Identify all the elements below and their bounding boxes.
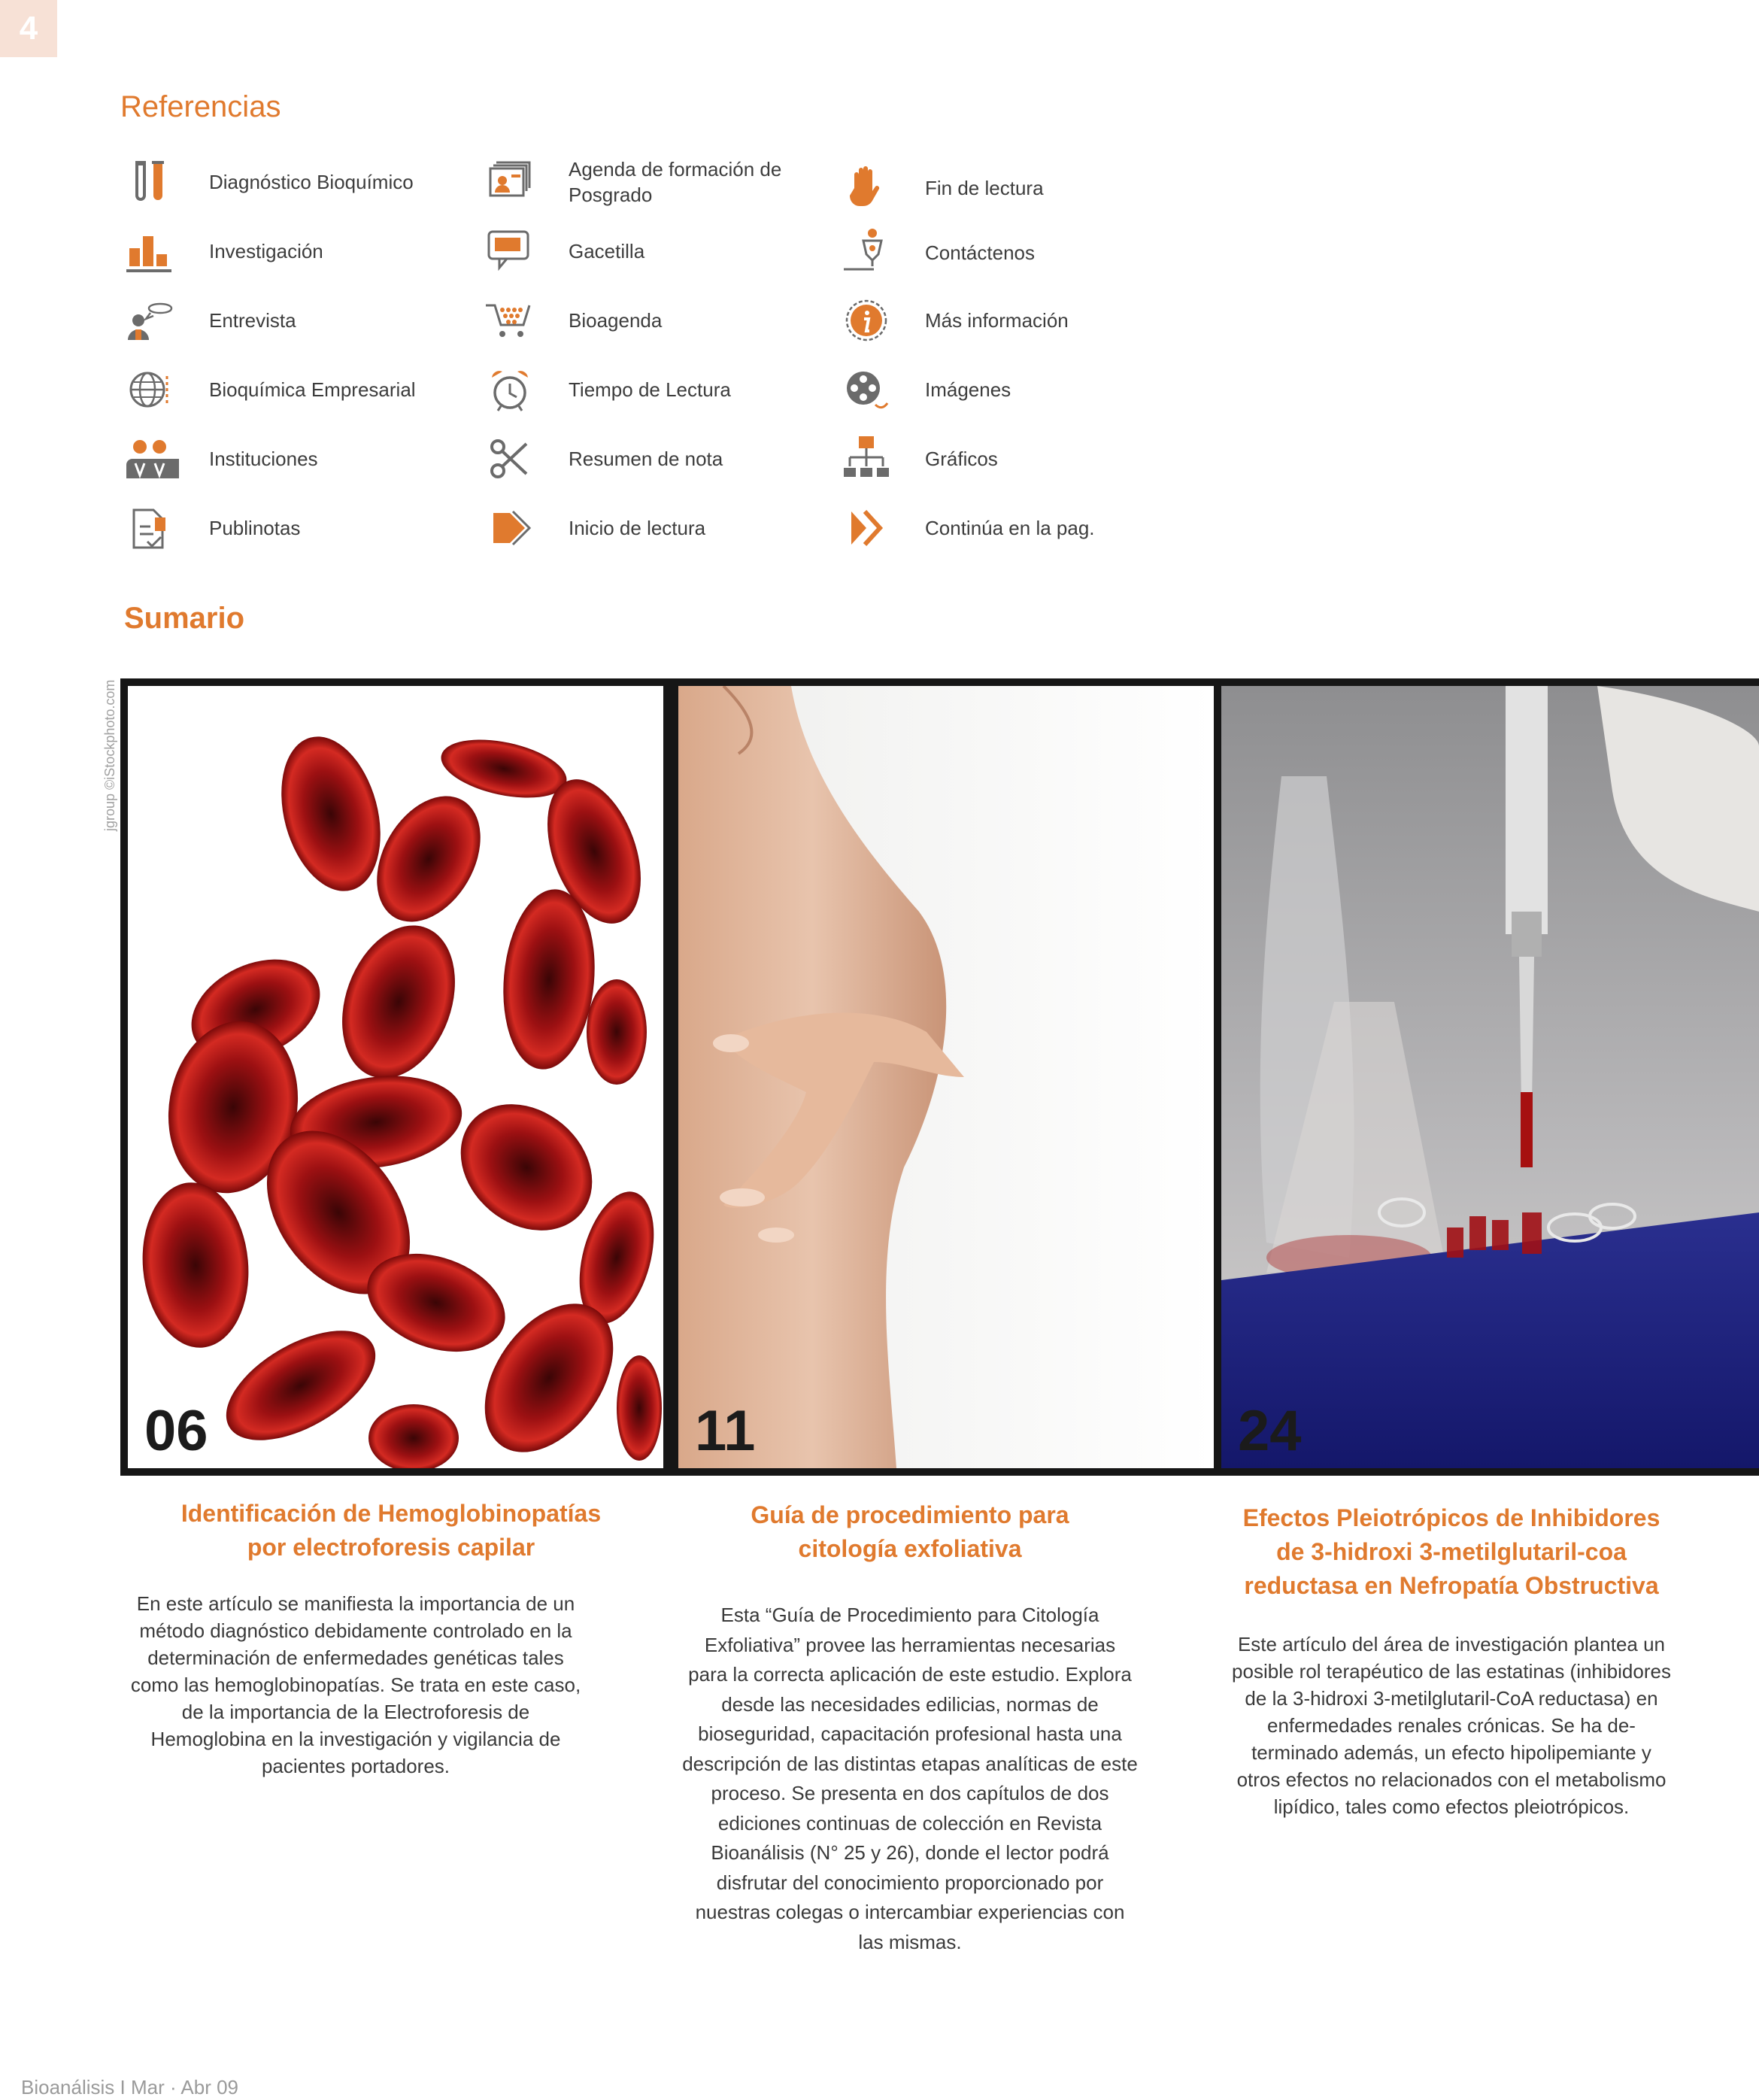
- shopping-cart-icon: [480, 290, 540, 351]
- stop-hand-icon: [836, 158, 896, 218]
- article-body-line: Hemoglobina en la investigación y vigilancia de: [150, 1728, 561, 1750]
- article-body-line: determinación de enfermedades genéticas tales: [147, 1646, 564, 1669]
- summary-photo-strip: [120, 678, 1759, 1476]
- alarm-clock-icon: [480, 360, 540, 420]
- legend-item: [836, 223, 1151, 283]
- article-title-line: de 3-hidroxi 3-metilglutaril-coa: [1276, 1538, 1627, 1565]
- legend-label: Gacetilla: [569, 240, 645, 262]
- legend-item: [120, 360, 435, 420]
- article-body-line: de la importancia de la Electroforesis de: [181, 1701, 530, 1723]
- legend-label: Agenda de formación de Posgrado: [569, 158, 782, 206]
- legend-item: [480, 498, 794, 558]
- article-page-number: 24: [1238, 1399, 1302, 1463]
- article-summary: [1203, 1631, 1700, 1820]
- article-body-line: En este artículo se manifiesta la importancia de un: [136, 1592, 575, 1615]
- article-photo-laboratory[interactable]: [1221, 686, 1759, 1468]
- page-number: 4: [0, 0, 57, 57]
- article-body-line: Exfoliativa” provee las herramientas necesarias: [704, 1633, 1116, 1656]
- article-body-line: Este artículo del área de investigación plantea un: [1237, 1633, 1666, 1655]
- article-body-line: descripción de las distintas etapas analíticas de este: [682, 1752, 1138, 1775]
- legend-label: Instituciones: [209, 448, 318, 470]
- article-page-number: 11: [695, 1399, 756, 1463]
- page-footer: Bioanálisis I Mar · Abr 09: [21, 2076, 239, 2098]
- article-body-line: como las hemoglobinopatías. Se trata en este caso,: [130, 1674, 581, 1696]
- legend-label: Tiempo de Lectura: [569, 378, 731, 401]
- legend-item: [836, 498, 1151, 558]
- article-body-line: bioseguridad, capacitación profesional hasta una: [698, 1722, 1122, 1745]
- article-body-line: nuestras colegas o intercambiar experiencias con: [695, 1901, 1125, 1923]
- legend-item: [480, 290, 794, 351]
- legend-label: Continúa en la pag.: [925, 517, 1095, 539]
- legend-item: [480, 152, 794, 212]
- article-body-line: disfrutar del conocimiento proporcionado por: [716, 1871, 1104, 1894]
- article-body-line: proceso. Se presenta en dos capítulos de dos: [711, 1782, 1109, 1804]
- test-tubes-icon: [120, 152, 180, 212]
- fountain-pen-icon: [836, 223, 896, 283]
- org-chart-icon: [836, 429, 896, 489]
- double-arrow-icon: [836, 498, 896, 558]
- legend-label: Entrevista: [209, 309, 296, 332]
- bar-chart-icon: [120, 221, 180, 281]
- legend-label: Contáctenos: [925, 241, 1035, 264]
- presentation-board-icon: [480, 152, 540, 212]
- legend-item: [836, 290, 1151, 351]
- chat-bubble-icon: [480, 221, 540, 281]
- article-photo-blood-cells[interactable]: [128, 686, 663, 1468]
- legend-label: Investigación: [209, 240, 323, 262]
- legend-item: [120, 221, 435, 281]
- legend-label: Inicio de lectura: [569, 517, 706, 539]
- people-group-icon: [120, 429, 180, 489]
- article-body-line: otros efectos no relacionados con el metabolismo: [1236, 1768, 1667, 1791]
- article-body-line: terminado además, un efecto hipolipemiante y: [1251, 1741, 1651, 1764]
- article-title[interactable]: [669, 1498, 1151, 1566]
- scissors-icon: [480, 429, 540, 489]
- article-title-line: reductasa en Nefropatía Obstructiva: [1244, 1572, 1659, 1599]
- arrow-right-start-icon: [480, 498, 540, 558]
- film-reel-icon: [836, 360, 896, 420]
- legend-item: [480, 360, 794, 420]
- legend-item: [120, 152, 435, 212]
- article-page-number: 06: [144, 1399, 208, 1463]
- article-title-line: Guía de procedimiento para: [751, 1501, 1069, 1528]
- article-photo-torso[interactable]: [678, 686, 1214, 1468]
- article-body-line: Bioanálisis (N° 25 y 26), donde el lector podrá: [711, 1841, 1109, 1864]
- article-body-line: método diagnóstico debidamente controlado en la: [139, 1619, 572, 1642]
- legend-label: Resumen de nota: [569, 448, 723, 470]
- legend-label: Bioagenda: [569, 309, 663, 332]
- article-body-line: de la 3-hidroxi 3-metilglutaril-CoA reductasa) en: [1245, 1687, 1658, 1710]
- legend-label: Bioquímica Empresarial: [209, 378, 416, 401]
- legend-label: Fin de lectura: [925, 177, 1044, 199]
- article-title-line: Identificación de Hemoglobinopatías: [180, 1500, 602, 1527]
- legend-item: [836, 158, 1151, 218]
- article-summary: [669, 1601, 1151, 1957]
- article-title[interactable]: [1203, 1501, 1700, 1603]
- article-body-line: enfermedades renales crónicas. Se ha de-: [1267, 1714, 1636, 1737]
- article-body-line: las mismas.: [858, 1930, 962, 1953]
- article-body-line: desde las necesidades edilicias, normas de: [721, 1692, 1099, 1716]
- legend-item: [120, 429, 435, 489]
- legend-item: [480, 221, 794, 281]
- legend-item: [836, 429, 1151, 489]
- article-body-line: para la correcta aplicación de este estudio. Explora: [688, 1663, 1132, 1686]
- legend-label: Publinotas: [209, 517, 301, 539]
- interview-speech-icon: [120, 290, 180, 351]
- legend-label: Más información: [925, 309, 1069, 332]
- legend-label: Gráficos: [925, 448, 998, 470]
- article-body-line: pacientes portadores.: [261, 1755, 450, 1777]
- article-body-line: ediciones continuas de colección en Revista: [717, 1811, 1102, 1834]
- references-heading: Referencias: [120, 90, 281, 123]
- article-title-line: por electroforesis capilar: [247, 1534, 535, 1561]
- document-note-icon: [120, 498, 180, 558]
- article-body-line: posible rol terapéutico de las estatinas (inhibidores: [1232, 1660, 1671, 1683]
- article-title[interactable]: [120, 1497, 662, 1564]
- legend-label: Imágenes: [925, 378, 1011, 401]
- legend-label: Diagnóstico Bioquímico: [209, 171, 414, 193]
- globe-icon: [120, 360, 180, 420]
- info-circle-icon: [836, 290, 896, 351]
- article-summary: [120, 1590, 591, 1780]
- photo-credit: jgroup ©iStockphoto.com: [102, 679, 117, 831]
- legend-item: [120, 290, 435, 351]
- article-title-line: citología exfoliativa: [798, 1535, 1022, 1562]
- legend-item: [480, 429, 794, 489]
- legend-item: [120, 498, 435, 558]
- article-title-line: Efectos Pleiotrópicos de Inhibidores: [1242, 1504, 1660, 1531]
- article-body-line: Esta “Guía de Procedimiento para Citología: [720, 1604, 1099, 1626]
- legend-item: [836, 360, 1151, 420]
- summary-heading: Sumario: [124, 602, 245, 635]
- article-body-line: lipídico, tales como efectos pleiotrópicos.: [1273, 1795, 1630, 1818]
